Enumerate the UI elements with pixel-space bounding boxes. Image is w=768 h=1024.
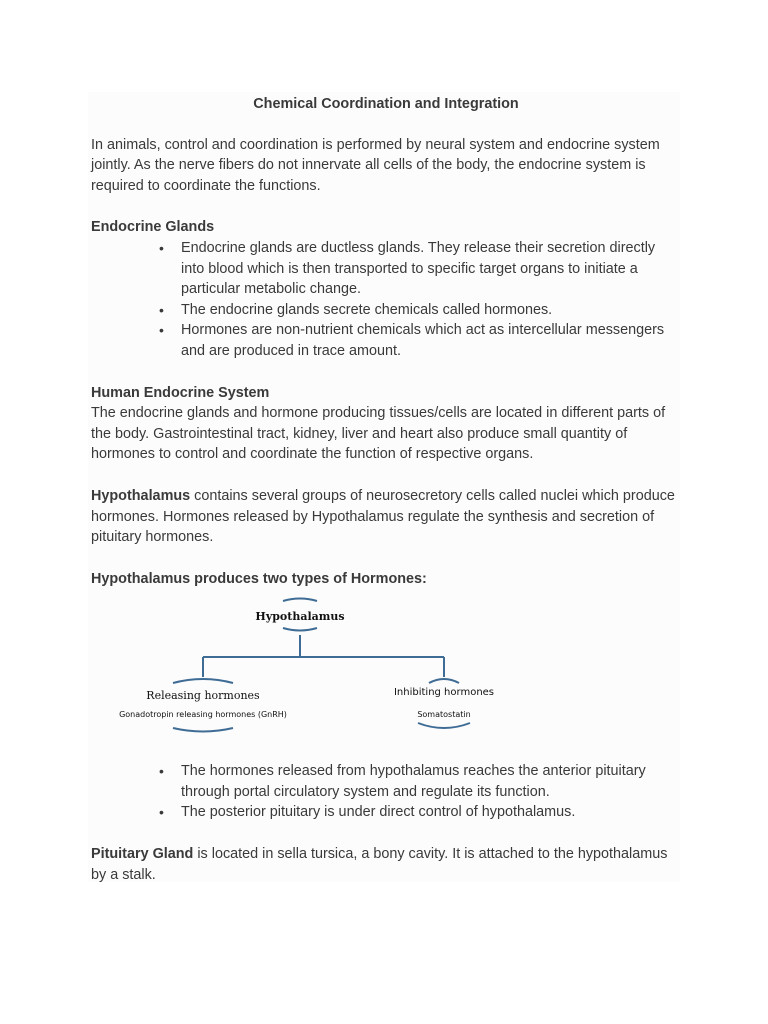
document-content (91, 94, 681, 885)
human-endocrine-heading: Human Endocrine System (91, 384, 270, 401)
diagram-root-label: Hypothalamus (255, 610, 345, 624)
hypothalamus-term: Hypothalamus (91, 487, 191, 504)
hormone-types-heading: Hypothalamus produces two types of Hormones: (91, 570, 427, 587)
intro-paragraph: In animals, control and coordination is performed by neural system and endocrine system jointly. As the nerve fibers do not innervate all cells of the body, the endocrine system is required to coordinate the functions. (91, 136, 660, 194)
endocrine-glands-heading: Endocrine Glands (91, 219, 215, 236)
document-title: Chemical Coordination and Integration (253, 96, 519, 112)
right-bracket-bottom (418, 723, 470, 728)
diagram-svg (91, 595, 505, 741)
list-item: • The endocrine glands secrete chemicals called hormones. (181, 300, 681, 321)
right-bracket-top (429, 679, 459, 683)
list-item: • Endocrine glands are ductless glands. They release their secretion directly into blood which is then transported to specific target organs to initiate a particular metabolic change. (181, 238, 681, 300)
root-bracket-top (283, 599, 317, 602)
human-endocrine-paragraph: The endocrine glands and hormone producing tissues/cells are located in different parts of the body. Gastrointestinal tract, kidney, liver and heart also produce small quantity of hormones to control and coordinate the function of respective organs. (91, 405, 666, 463)
diagram-right-example: Somatostatin (417, 710, 471, 720)
hypothalamus-paragraph (91, 486, 681, 548)
list-item: • The hormones released from hypothalamus reaches the anterior pituitary through portal circulatory system and regulate its function. (181, 761, 681, 802)
list-item: • Hormones are non-nutrient chemicals which act as intercellular messengers and are produced in trace amount. (181, 320, 681, 361)
left-bracket-top (173, 679, 233, 683)
hypothalamus-notes-list (91, 761, 681, 823)
pituitary-paragraph (91, 844, 681, 885)
diagram-right-label: Inhibiting hormones (393, 687, 495, 699)
left-bracket-bottom (173, 728, 233, 732)
hypothalamus-diagram (91, 595, 505, 741)
root-bracket-bottom (283, 628, 317, 631)
list-item: • The posterior pituitary is under direct control of hypothalamus. (181, 802, 681, 823)
pituitary-text: is located in sella tursica, a bony cavity. It is attached to the hypothalamus by a stalk. (91, 846, 668, 883)
hypothalamus-text: contains several groups of neurosecretory cells called nuclei which produce hormones. Hormones released by Hypothalamus regulate the synthesis and secretion of pituitary hormones. (91, 487, 675, 546)
endocrine-glands-list (91, 238, 681, 362)
pituitary-term: Pituitary Gland (91, 846, 194, 863)
diagram-left-label: Releasing hormones (146, 689, 260, 703)
diagram-left-example: Gonadotropin releasing hormones (GnRH) (119, 710, 287, 720)
